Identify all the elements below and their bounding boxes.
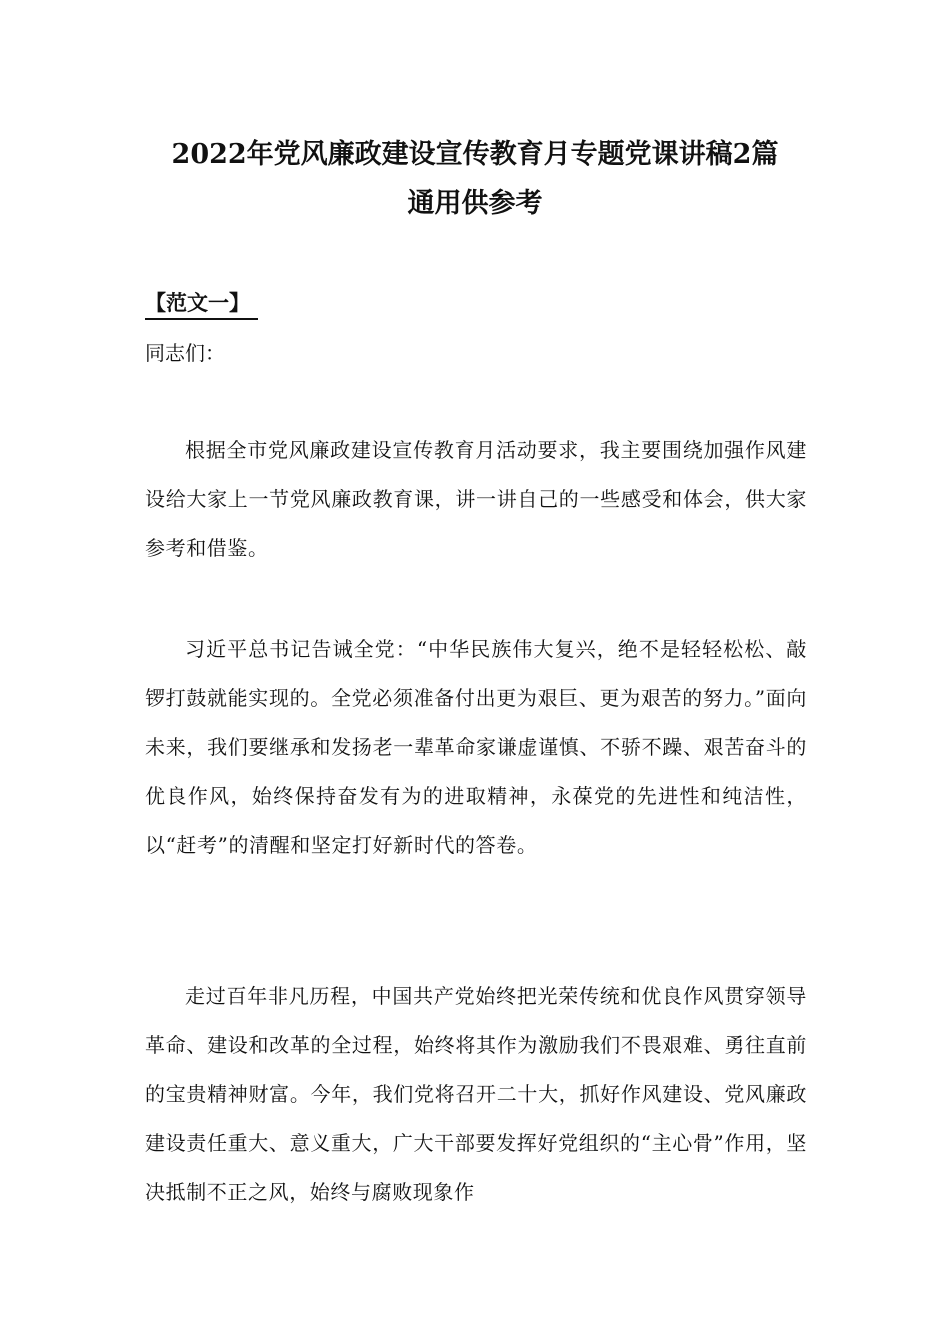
section-heading: 【范文一】 — [145, 288, 258, 320]
salutation: 同志们： — [145, 341, 225, 365]
document-title-line-1: 2022年党风廉政建设宣传教育月专题党课讲稿2篇 — [171, 139, 779, 170]
document-title-line-2: 通用供参考 — [407, 188, 543, 219]
paragraph-3: 走过百年非凡历程，中国共产党始终把光荣传统和优良作风贯穿领导革命、建设和改革的全过程，始终将其作为激励我们不畏艰难、勇往直前的宝贵精神财富。今年，我们党将召开二十大，抓好作风建设、党风廉政建设责任重大、意义重大，广大干部要发挥好党组织的“主心骨”作用，坚决抵制不正之风，始终与腐败现象作 — [145, 984, 807, 1204]
paragraph-1: 根据全市党风廉政建设宣传教育月活动要求，我主要围绕加强作风建设给大家上一节党风廉政教育课，讲一讲自己的一些感受和体会，供大家参考和借鉴。 — [145, 438, 807, 560]
paragraph-2: 习近平总书记告诫全党：“中华民族伟大复兴，绝不是轻轻松松、敲锣打鼓就能实现的。全党必须准备付出更为艰巨、更为艰苦的努力。”面向未来，我们要继承和发扬老一辈革命家谦虚谨慎、不骄不躁、艰苦奋斗的优良作风，始终保持奋发有为的进取精神，永葆党的先进性和纯洁性，以“赶考”的清醒和坚定打好新时代的答卷。 — [145, 637, 807, 857]
